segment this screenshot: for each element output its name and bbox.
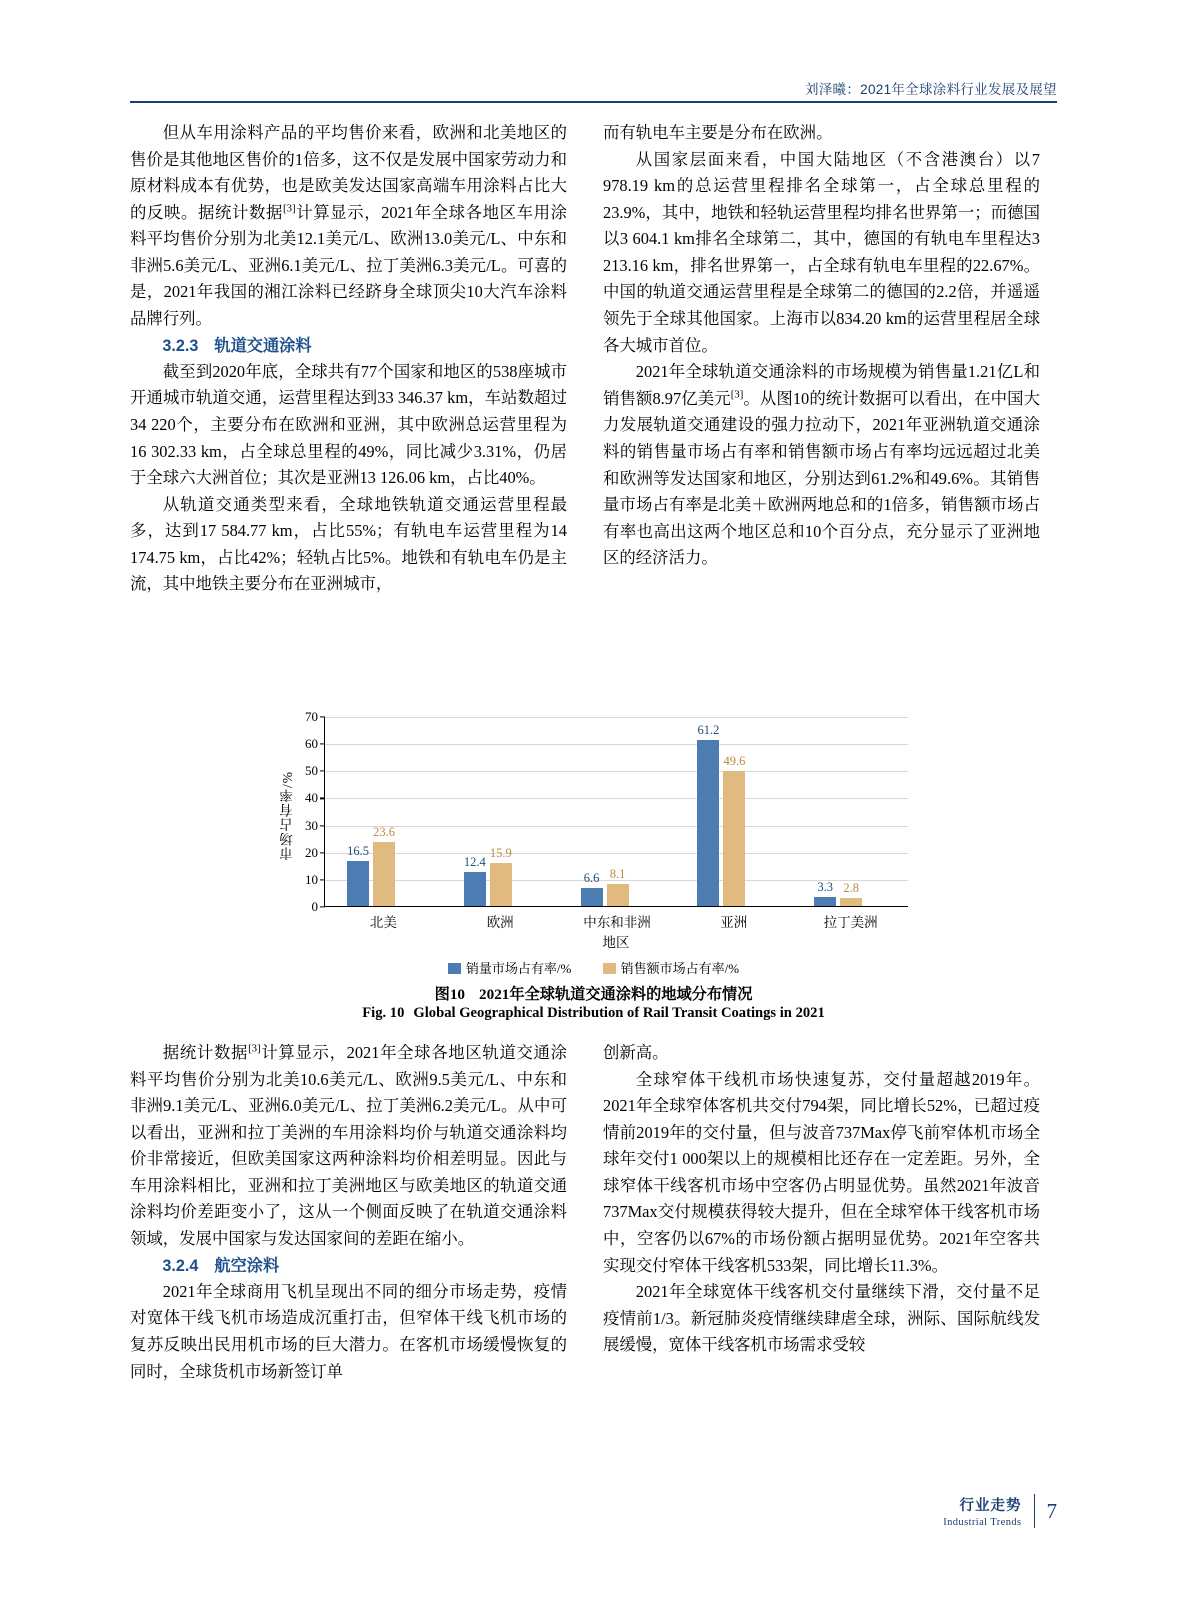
chart-x-axis-label: 地区 bbox=[602, 935, 630, 950]
chart-bar bbox=[607, 867, 629, 906]
legend-swatch-icon bbox=[603, 963, 616, 974]
chart-bar-value-label: 15.9 bbox=[489, 845, 512, 860]
chart-y-tick-label: 20 bbox=[305, 844, 318, 860]
chart-y-axis-label: 市场占有率/% bbox=[280, 771, 295, 861]
figure-caption-cn bbox=[130, 983, 1057, 1004]
paragraph-continued: 而有轨电车主要是分布在欧洲。 bbox=[603, 123, 833, 142]
chart-x-tick-label: 欧洲 bbox=[486, 915, 514, 930]
chart-bar bbox=[373, 824, 395, 906]
chart-bar bbox=[840, 881, 862, 906]
chart-bar-value-label: 12.4 bbox=[463, 855, 486, 870]
legend-label: 销售额市场占有率/% bbox=[620, 961, 740, 976]
paragraph: 据统计数据[3]计算显示，2021年全球各地区轨道交通涂料平均售价分别为北美10.6美元/L、欧洲9.5美元/L、中东和非洲9.1美元/L、亚洲6.0美元/L、拉丁美洲6.2美元/L。从中可以看出，亚洲和拉丁美洲的车用涂料均价与轨道交通涂料均价非常接近，但欧美国家这两种涂料均价相差明显。因此与车用涂料相比，亚洲和拉丁美洲地区与欧美地区的轨道交通涂料均价差距变小了，这从一个侧面反映了在轨道交通涂料领域，发展中国家与发达国家间的差距在缩小。 bbox=[130, 1042, 568, 1249]
chart-bar bbox=[697, 722, 720, 906]
chart-y-tick-label: 70 bbox=[305, 709, 318, 724]
section-number: 3.2.4 bbox=[162, 1256, 199, 1275]
column-right-bottom bbox=[603, 1040, 1040, 1359]
chart-bar-value-label: 8.1 bbox=[609, 867, 626, 882]
chart-bar-value-label: 61.2 bbox=[697, 722, 720, 737]
chart-y-tick-label: 60 bbox=[305, 736, 318, 752]
paragraph-continued: 创新高。 bbox=[603, 1043, 669, 1062]
chart-bar-value-label: 3.3 bbox=[817, 880, 833, 895]
section-title: 航空涂料 bbox=[214, 1256, 280, 1275]
chart-x-tick-label: 中东和非洲 bbox=[583, 915, 651, 930]
chart-bar bbox=[489, 845, 512, 906]
paragraph: 但从车用涂料产品的平均售价来看，欧洲和北美地区的售价是其他地区售价的1倍多，这不仅是发展中国家劳动力和原材料成本有优势，也是欧美发达国家高端车用涂料占比大的反映。据统计数据[3]计算显示，2021年全球各地区车用涂料平均售价分别为北美12.1美元/L、欧洲13.0美元/L、中东和非洲5.6美元/L、亚洲6.1美元/L、拉丁美洲6.3美元/L。可喜的是，2021年我国的湘江涂料已经跻身全球顶尖10大汽车涂料品牌行列。 bbox=[130, 123, 567, 329]
chart-legend bbox=[130, 958, 1057, 977]
chart-y-tick-label: 10 bbox=[305, 871, 318, 887]
paragraph: 2021年全球轨道交通涂料的市场规模为销售量1.21亿L和销售额8.97亿美元[3]。从图10的统计数据可以看出，在中国大力发展轨道交通建设的强力拉动下，2021年亚洲轨道交通涂料的销售量市场占有率和销售额市场占有率均远远超过北美和欧洲等发达国家和地区，分别达到61.2%和49.6%。其销售量市场占有率是北美＋欧洲两地总和的1倍多，销售额市场占有率也高出这两个地区总和10个百分点，充分显示了亚洲地区的经济活力。 bbox=[603, 362, 1041, 568]
header-divider bbox=[130, 101, 1057, 103]
chart-bar bbox=[581, 871, 603, 906]
chart-bar-value-label: 49.6 bbox=[723, 754, 746, 769]
reference-marker: [3] bbox=[283, 202, 296, 215]
chart-bar bbox=[723, 754, 746, 906]
chart-bar-group bbox=[559, 717, 676, 930]
section-number: 3.2.3 bbox=[162, 336, 199, 355]
section-heading-3-2-4 bbox=[130, 1253, 567, 1279]
paragraph: 2021年全球宽体干线客机交付量继续下滑，交付量不足疫情前1/3。新冠肺炎疫情继续肆虐全球，洲际、国际航线发展缓慢，宽体干线客机市场需求受较 bbox=[603, 1282, 1040, 1355]
chart-y-tick-mark bbox=[320, 906, 325, 907]
column-left-bottom bbox=[130, 1040, 567, 1385]
paragraph: 全球窄体干线机市场快速复苏，交付量超越2019年。2021年全球窄体客机共交付794架，同比增长52%，已超过疫情前2019年的交付量，但与波音737Max停飞前窄体机市场全球年交付1 000架以上的规模相比还存在一定差距。另外，全球窄体干线客机市场中空客仍占明显优势。虽然2021年波音737Max交付规模获得较大提升，但在全球窄体干线客机市场中，空客仍以67%的市场份额占据明显优势。2021年空客共实现交付窄体干线客机533架，同比增长11.3%。 bbox=[603, 1069, 1040, 1275]
paragraph: 截至到2020年底，全球共有77个国家和地区的538座城市开通城市轨道交通，运营里程达到33 346.37 km，车站数超过34 220个，主要分布在欧洲和亚洲，其中欧洲总运营里程为16 302.33 km，占全球总里程的49%，同比减少3.31%，仍居于全球六大洲首位；其次是亚洲13 126.06 km，占比40%。 bbox=[130, 361, 567, 488]
chart-bar-group bbox=[675, 717, 792, 930]
legend-item-sales-value bbox=[603, 961, 739, 976]
column-left-top bbox=[130, 120, 567, 598]
chart-bar-value-label: 23.6 bbox=[373, 824, 395, 839]
chart-x-tick-label: 拉丁美洲 bbox=[823, 915, 878, 930]
chart-bar bbox=[463, 855, 486, 906]
chart-bar-group bbox=[442, 717, 559, 930]
chart-y-tick-label: 40 bbox=[305, 790, 318, 806]
footer-section bbox=[943, 1494, 1034, 1528]
figure-label-cn: 图10 bbox=[434, 986, 465, 1003]
chart-y-tick-label: 50 bbox=[305, 763, 318, 779]
section-title: 轨道交通涂料 bbox=[214, 336, 312, 355]
running-head: 刘泽曦：2021年全球涂料行业发展及展望 bbox=[804, 82, 1057, 97]
legend-label: 销量市场占有率/% bbox=[465, 961, 572, 976]
chart-bar-group bbox=[325, 717, 442, 930]
footer-section-en: Industrial Trends bbox=[943, 1517, 1022, 1528]
chart bbox=[278, 709, 918, 950]
figure-caption-en bbox=[130, 1005, 1057, 1022]
chart-y-tick-label: 30 bbox=[305, 817, 318, 833]
chart-x-tick-label: 亚洲 bbox=[720, 915, 748, 930]
page-footer bbox=[943, 1494, 1057, 1528]
footer-section-cn: 行业走势 bbox=[959, 1498, 1022, 1514]
chart-bar-value-label: 16.5 bbox=[347, 844, 369, 859]
section-heading-3-2-3 bbox=[130, 333, 567, 359]
chart-x-tick-label: 北美 bbox=[369, 915, 397, 930]
paragraph: 从轨道交通类型来看，全球地铁轨道交通运营里程最多，达到17 584.77 km，占比55%；有轨电车运营里程为14 174.75 km，占比42%；轻轨占比5%。地铁和有轨电车仍是主流，其中地铁主要分布在亚洲城市， bbox=[130, 494, 567, 594]
chart-bar-value-label: 6.6 bbox=[583, 871, 600, 886]
figure-title-en: Global Geographical Distribution of Rail Transit Coatings in 2021 bbox=[413, 1005, 825, 1021]
chart-bar-group bbox=[792, 717, 909, 930]
column-right-top bbox=[603, 120, 1040, 572]
paragraph: 从国家层面来看，中国大陆地区（不含港澳台）以7 978.19 km的总运营里程排名全球第一，占全球总里程的23.9%，其中，地铁和轻轨运营里程均排名世界第一；而德国以3 604.1 km排名全球第二，其中，德国的有轨电车里程达3 213.16 km，排名世界第一，占全球有轨电车里程的22.67%。中国的轨道交通运营里程是全球第二的德国的2.2倍，并遥遥领先于全球其他国家。上海市以834.20 km的运营里程居全球各大城市首位。 bbox=[603, 149, 1040, 355]
chart-bar bbox=[347, 844, 369, 906]
reference-marker: [3] bbox=[248, 1042, 261, 1055]
figure-label-en: Fig. 10 bbox=[362, 1005, 405, 1021]
reference-marker: [3] bbox=[730, 388, 744, 401]
legend-swatch-icon bbox=[448, 963, 461, 974]
chart-bar-value-label: 2.8 bbox=[843, 881, 859, 896]
chart-y-tick-label: 0 bbox=[311, 899, 318, 914]
chart-plot-area bbox=[305, 709, 908, 930]
figure-title-cn: 2021年全球轨道交通涂料的地域分布情况 bbox=[479, 986, 753, 1003]
legend-item-sales-volume bbox=[448, 961, 571, 976]
page-number: 7 bbox=[1046, 1498, 1057, 1523]
paragraph: 2021年全球商用飞机呈现出不同的细分市场走势，疫情对宽体干线飞机市场造成沉重打击，但窄体干线飞机市场的复苏反映出民用机市场的巨大潜力。在客机市场缓慢恢复的同时，全球货机市场新签订单 bbox=[130, 1281, 567, 1381]
figure-10 bbox=[130, 705, 1057, 1025]
chart-bar bbox=[814, 880, 836, 906]
